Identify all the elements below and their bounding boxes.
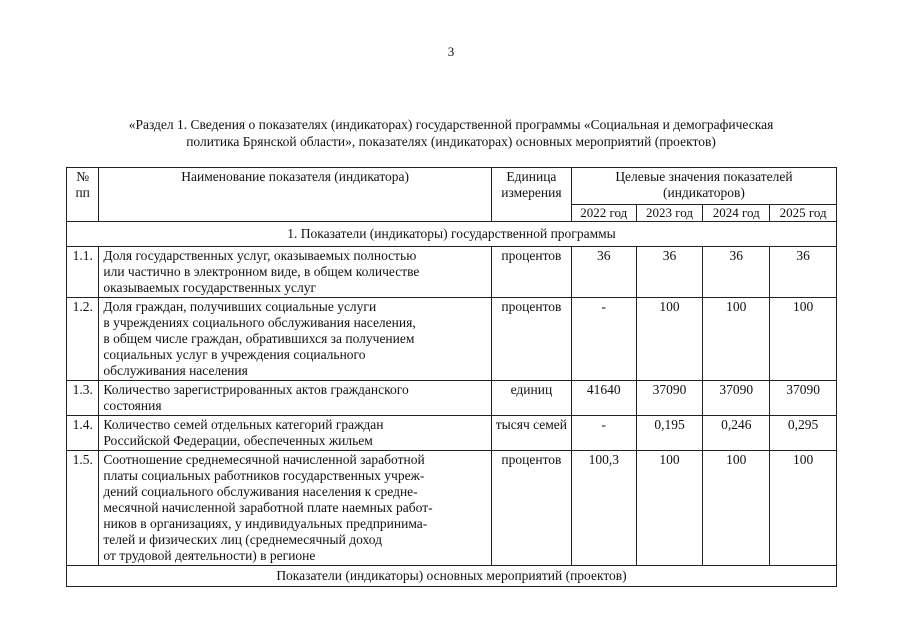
table-row	[67, 451, 837, 566]
row-value-2023: 0,195	[636, 416, 703, 451]
header-targets	[571, 168, 836, 205]
row-num: 1.5.	[67, 451, 99, 566]
row-unit: единиц	[491, 381, 571, 416]
row-name-line: в общем числе граждан, обратившихся за получением	[103, 331, 415, 346]
row-name-line: в учреждениях социального обслуживания населения,	[103, 315, 416, 330]
row-name-line: обслуживания населения	[103, 363, 248, 378]
header-unit-line-2: измерения	[501, 185, 562, 200]
row-name-line: Количество семей отдельных категорий граждан	[103, 417, 384, 432]
header-unit-line-1: Единица	[506, 169, 557, 184]
row-name-line: от трудовой деятельности) в регионе	[103, 548, 316, 563]
header-year-2023: 2023 год	[636, 205, 703, 222]
row-value-2024: 100	[703, 451, 770, 566]
row-value-2025: 100	[770, 298, 837, 381]
row-value-2024: 0,246	[703, 416, 770, 451]
table-row	[67, 416, 837, 451]
section-caption	[66, 116, 836, 150]
row-name-line: ников в организациях, у индивидуальных предпринима-	[103, 516, 428, 531]
row-num: 1.2.	[67, 298, 99, 381]
row-value-2023: 37090	[636, 381, 703, 416]
row-value-2023: 100	[636, 298, 703, 381]
row-name	[99, 451, 492, 566]
row-name-line: оказываемых государственных услуг	[103, 280, 316, 295]
row-value-2024: 36	[703, 247, 770, 298]
row-value-2022: 100,3	[571, 451, 636, 566]
row-name-line: дений социального обслуживания населения к средне-	[103, 484, 418, 499]
row-name-line: социальных услуг в учреждения социального	[103, 347, 366, 362]
row-name-line: Российской Федерации, обеспеченных жильем	[103, 433, 373, 448]
row-num: 1.4.	[67, 416, 99, 451]
row-unit: процентов	[491, 451, 571, 566]
header-num	[67, 168, 99, 222]
section-row-1	[67, 222, 837, 247]
row-value-2025: 37090	[770, 381, 837, 416]
header-year-2024: 2024 год	[703, 205, 770, 222]
row-name-line: Доля граждан, получивших социальные услуги	[103, 299, 377, 314]
header-num-line-1: №	[76, 169, 90, 184]
row-name-line: Количество зарегистрированных актов гражданского	[103, 382, 409, 397]
row-num: 1.3.	[67, 381, 99, 416]
header-year-2022: 2022 год	[571, 205, 636, 222]
section-title-1: 1. Показатели (индикаторы) государственной программы	[67, 222, 837, 247]
row-value-2022: 41640	[571, 381, 636, 416]
row-value-2022: 36	[571, 247, 636, 298]
row-name-line: или частично в электронном виде, в общем количестве	[103, 264, 420, 279]
table-row	[67, 381, 837, 416]
row-name-line: платы социальных работников государственных учреж-	[103, 468, 425, 483]
row-name	[99, 381, 492, 416]
table-row	[67, 298, 837, 381]
row-value-2025: 100	[770, 451, 837, 566]
row-value-2025: 36	[770, 247, 837, 298]
header-year-2025: 2025 год	[770, 205, 837, 222]
row-name-line: телей и физических лиц (среднемесячный доход	[103, 532, 382, 547]
caption-line-2: политика Брянской области», показателях (индикаторах) основных мероприятий (проектов)	[186, 134, 716, 149]
header-row-1	[67, 168, 837, 205]
row-name-line: Соотношение среднемесячной начисленной заработной	[103, 452, 425, 467]
row-value-2023: 100	[636, 451, 703, 566]
row-name-line: месячной начисленной заработной плате наемных работ-	[103, 500, 433, 515]
section-row-2	[67, 566, 837, 587]
row-name	[99, 298, 492, 381]
page-number: 3	[447, 44, 455, 59]
row-name-line: Доля государственных услуг, оказываемых полностью	[103, 248, 417, 263]
row-unit: тысяч семей	[491, 416, 571, 451]
row-value-2024: 37090	[703, 381, 770, 416]
section-title-2: Показатели (индикаторы) основных мероприятий (проектов)	[67, 566, 837, 587]
row-value-2025: 0,295	[770, 416, 837, 451]
caption-line-1: «Раздел 1. Сведения о показателях (индикаторах) государственной программы «Социальная и демографическая	[128, 117, 774, 132]
header-name: Наименование показателя (индикатора)	[99, 168, 492, 222]
row-name	[99, 416, 492, 451]
row-name	[99, 247, 492, 298]
row-value-2022: -	[571, 416, 636, 451]
row-unit: процентов	[491, 247, 571, 298]
header-num-line-2: пп	[75, 185, 90, 200]
row-value-2022: -	[571, 298, 636, 381]
row-name-line: состояния	[103, 398, 162, 413]
header-targets-line-2: (индикаторов)	[662, 185, 745, 200]
header-targets-line-1: Целевые значения показателей	[615, 169, 793, 184]
table-row	[67, 247, 837, 298]
indicators-table	[66, 167, 837, 587]
row-num: 1.1.	[67, 247, 99, 298]
row-unit: процентов	[491, 298, 571, 381]
row-value-2023: 36	[636, 247, 703, 298]
header-unit	[491, 168, 571, 222]
row-value-2024: 100	[703, 298, 770, 381]
